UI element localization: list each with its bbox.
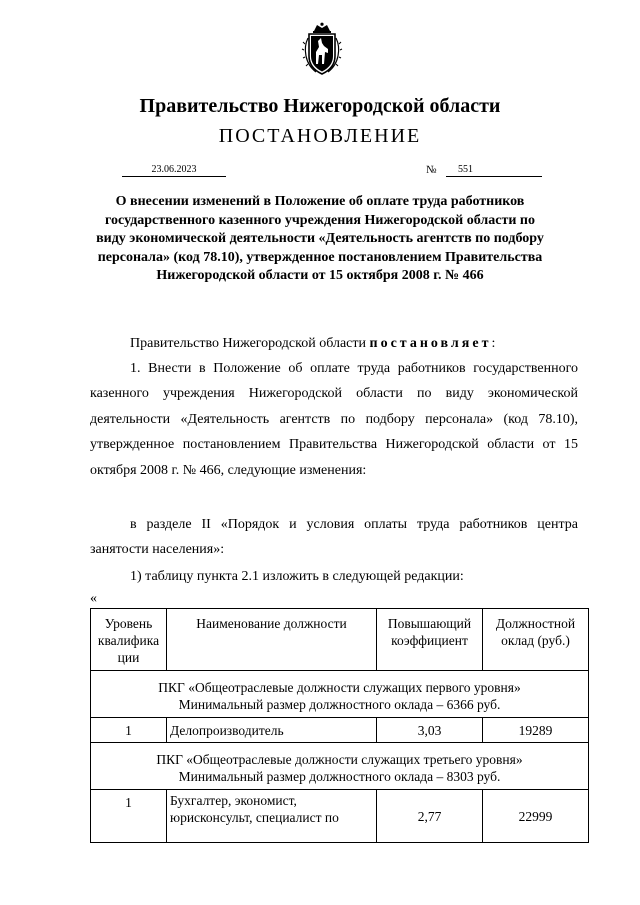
header-level: Уровень квалифика ции [91,609,167,671]
intro-suffix: : [491,336,496,351]
section-text: в разделе II «Порядок и условия оплаты труда работников центра занятости населения»: [90,517,578,558]
row-level: 1 [91,790,167,843]
row-salary: 22999 [483,790,589,843]
header-coefficient: Повышающий коэффициент [377,609,483,671]
row-coefficient: 2,77 [377,790,483,843]
group-2-cell [91,743,589,790]
opening-quote: « [90,591,97,606]
table-header-row [91,609,589,671]
subitem-1-paragraph [90,564,578,589]
document-heading: О внесении изменений в Положение об оплате труда работников государственного казенного учреждения Нижегородской области по виду экономической деятельности «Деятельность агентств по подбору персонала» (код 78.10), утвержденное постановлением Правительства Нижегородской области от 15 октября 2008 г. № 466 [96,194,544,283]
intro-prefix: Правительство Нижегородской области [130,336,366,351]
document-date: 23.06.2023 [122,163,226,177]
row-coefficient: 3,03 [377,718,483,743]
item-1-paragraph [90,356,578,483]
group-row [91,743,589,790]
document-type: ПОСТАНОВЛЕНИЕ [218,125,422,147]
number-sign: № [426,164,437,176]
group-2-title: ПКГ «Общеотраслевые должности служащих третьего уровня» [156,752,523,767]
header-salary: Должностной оклад (руб.) [483,609,589,671]
group-1-min-salary: Минимальный размер должностного оклада – 6366 руб. [178,697,501,712]
group-1-cell [91,671,589,718]
row-position: Бухгалтер, экономист, юрисконсульт, специалист по [167,790,377,843]
intro-decree: постановляет [369,336,492,351]
table-row [91,790,589,843]
intro-paragraph [90,331,578,356]
item-1-text: 1. Внести в Положение об оплате труда работников государственного казенного учреждения Нижегородской области по виду экономической деятельности «Деятельность агентств по подбору персонала» (код 78.10), утвержденное постановлением Правительства Нижегородской области от 15 октября 2008 г. № 466, следующие изменения: [90,361,578,478]
salary-table [90,608,589,843]
subitem-1-text: 1) таблицу пункта 2.1 изложить в следующей редакции: [130,569,464,584]
row-position: Делопроизводитель [167,718,377,743]
row-level: 1 [91,718,167,743]
coat-of-arms-emblem [300,22,344,76]
row-salary: 19289 [483,718,589,743]
table-row [91,718,589,743]
group-1-title: ПКГ «Общеотраслевые должности служащих первого уровня» [158,680,521,695]
section-paragraph [90,512,578,563]
group-row [91,671,589,718]
government-title: Правительство Нижегородской области [139,95,501,117]
document-number: 551 [458,164,473,175]
header-position: Наименование должности [167,609,377,671]
group-2-min-salary: Минимальный размер должностного оклада – 8303 руб. [178,769,501,784]
document-number-field [446,163,542,177]
